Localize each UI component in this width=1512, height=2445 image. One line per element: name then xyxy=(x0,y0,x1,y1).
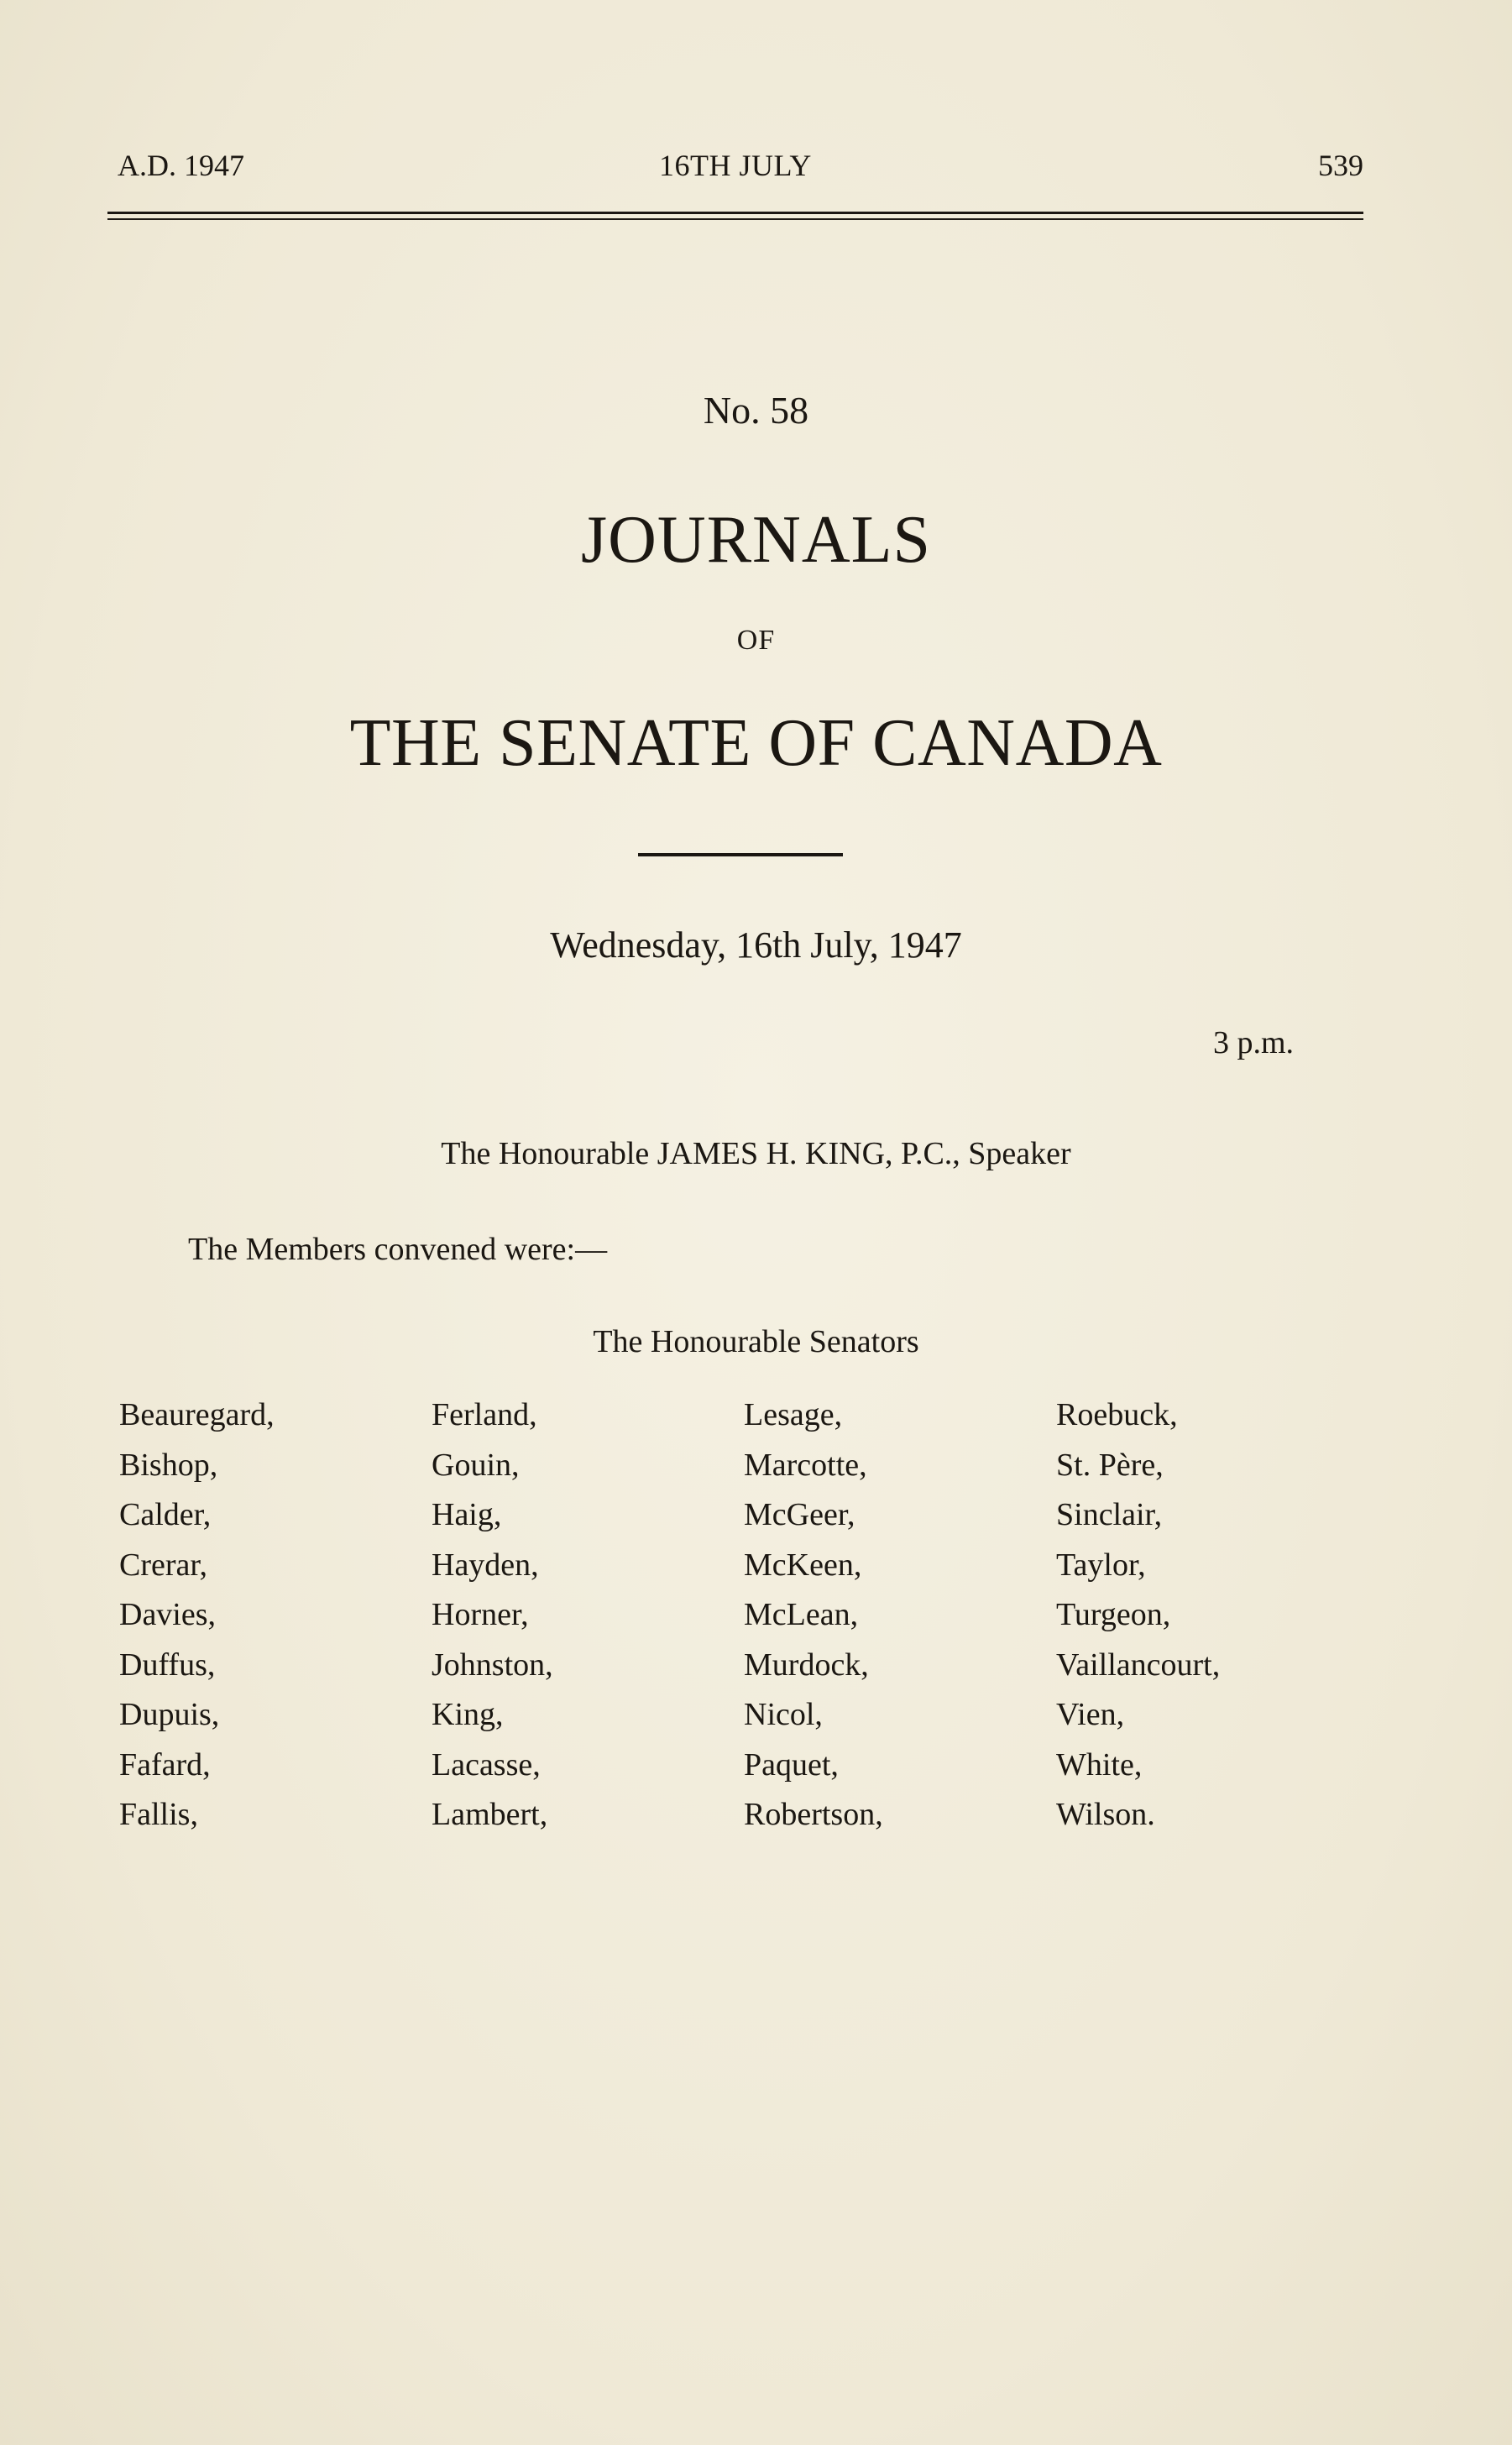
senator-name: Paquet, xyxy=(744,1746,839,1783)
senator-name: McKeen, xyxy=(744,1547,862,1583)
senator-name: Murdock, xyxy=(744,1647,869,1683)
senator-name: McLean, xyxy=(744,1597,859,1632)
speaker-line: The Honourable JAMES H. KING, P.C., Speaker xyxy=(441,1136,1071,1171)
running-header xyxy=(107,148,1363,190)
senator-name: Bishop, xyxy=(119,1447,218,1483)
issue-number: No. 58 xyxy=(703,389,809,432)
senator-name: Ferland, xyxy=(432,1397,537,1432)
members-convened: The Members convened were:— xyxy=(188,1232,608,1267)
senator-name: Lacasse, xyxy=(432,1746,541,1783)
header-date: 16TH JULY xyxy=(659,149,812,182)
senator-name: Taylor, xyxy=(1056,1547,1146,1583)
senator-name: Duffus, xyxy=(119,1647,216,1683)
senators-heading: The Honourable Senators xyxy=(593,1324,919,1359)
senator-name: St. Père, xyxy=(1056,1447,1164,1483)
senator-name: Johnston, xyxy=(432,1647,553,1683)
senator-name: Fallis, xyxy=(119,1797,198,1832)
senator-name: Lesage, xyxy=(744,1397,843,1432)
senator-name: Calder, xyxy=(119,1497,212,1532)
title-of: OF xyxy=(736,625,776,656)
senator-name: Robertson, xyxy=(744,1797,883,1832)
senator-name: King, xyxy=(432,1697,504,1732)
senator-name: Marcotte, xyxy=(744,1447,867,1483)
senator-name: Roebuck, xyxy=(1056,1397,1178,1432)
sitting-time: 3 p.m. xyxy=(1212,1025,1294,1060)
senator-name: Haig, xyxy=(432,1497,502,1532)
senator-name: Wilson. xyxy=(1056,1797,1155,1832)
page-number: 539 xyxy=(1318,149,1363,182)
senator-name: Horner, xyxy=(432,1597,529,1632)
title-journals: JOURNALS xyxy=(581,503,931,577)
senator-name: Crerar, xyxy=(119,1547,208,1583)
senator-name: Beauregard, xyxy=(119,1397,275,1432)
senator-name: Nicol, xyxy=(744,1697,823,1732)
roster-column-1 xyxy=(119,1395,275,1846)
senator-name: Gouin, xyxy=(432,1447,520,1483)
header-rule-secondary xyxy=(107,218,1363,220)
senator-name: Turgeon, xyxy=(1056,1597,1171,1632)
senator-name: Lambert, xyxy=(432,1797,548,1832)
senator-name: Davies, xyxy=(119,1597,217,1632)
title-divider xyxy=(638,853,843,856)
senator-name: Fafard, xyxy=(119,1746,211,1783)
senator-name: Vien, xyxy=(1056,1697,1125,1732)
roster-column-4 xyxy=(1056,1395,1220,1846)
roster-column-2 xyxy=(432,1395,553,1846)
sitting-date: Wednesday, 16th July, 1947 xyxy=(550,924,962,966)
senator-name: White, xyxy=(1056,1746,1143,1783)
senator-name: Sinclair, xyxy=(1056,1497,1163,1532)
roster-column-3 xyxy=(744,1395,883,1846)
senators-roster xyxy=(119,1395,1295,1849)
senator-name: McGeer, xyxy=(744,1497,855,1532)
senator-name: Vaillancourt, xyxy=(1056,1647,1221,1683)
senator-name: Dupuis, xyxy=(119,1697,220,1732)
header-rule xyxy=(107,212,1363,214)
header-year: A.D. 1947 xyxy=(118,149,244,182)
senator-name: Hayden, xyxy=(432,1547,539,1583)
title-senate: THE SENATE OF CANADA xyxy=(349,706,1163,780)
